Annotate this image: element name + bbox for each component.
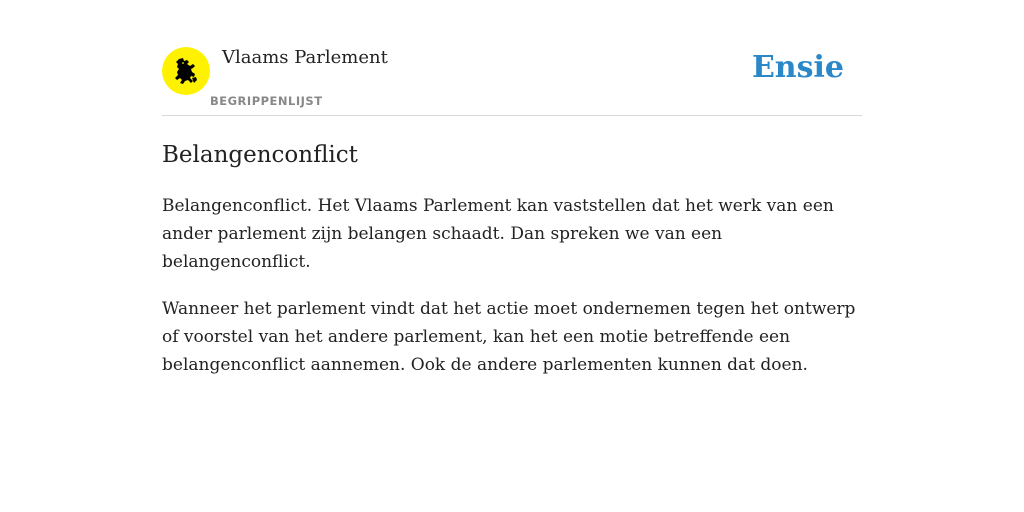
page	[162, 0, 862, 379]
definition-paragraph: Wanneer het parlement vindt dat het actie moet ondernemen tegen het ontwerp of voorstel van het andere parlement, kan het een motie betreffende een belangenconflict aannemen. Ook de andere parlementen kunnen dat doen.	[162, 299, 856, 375]
header	[162, 46, 862, 116]
brand-logo[interactable]: Ensie	[751, 50, 844, 85]
source-name[interactable]: Vlaams Parlement	[222, 47, 388, 68]
flemish-lion-icon[interactable]	[162, 47, 210, 95]
definition	[162, 192, 862, 379]
source-category: BEGRIPPENLIJST	[210, 94, 323, 108]
definition-paragraph: Belangenconflict. Het Vlaams Parlement kan vaststellen dat het werk van een ander parlement zijn belangen schaadt. Dan spreken we van een belangenconflict.	[162, 196, 834, 272]
term-title: Belangenconflict	[162, 142, 358, 168]
